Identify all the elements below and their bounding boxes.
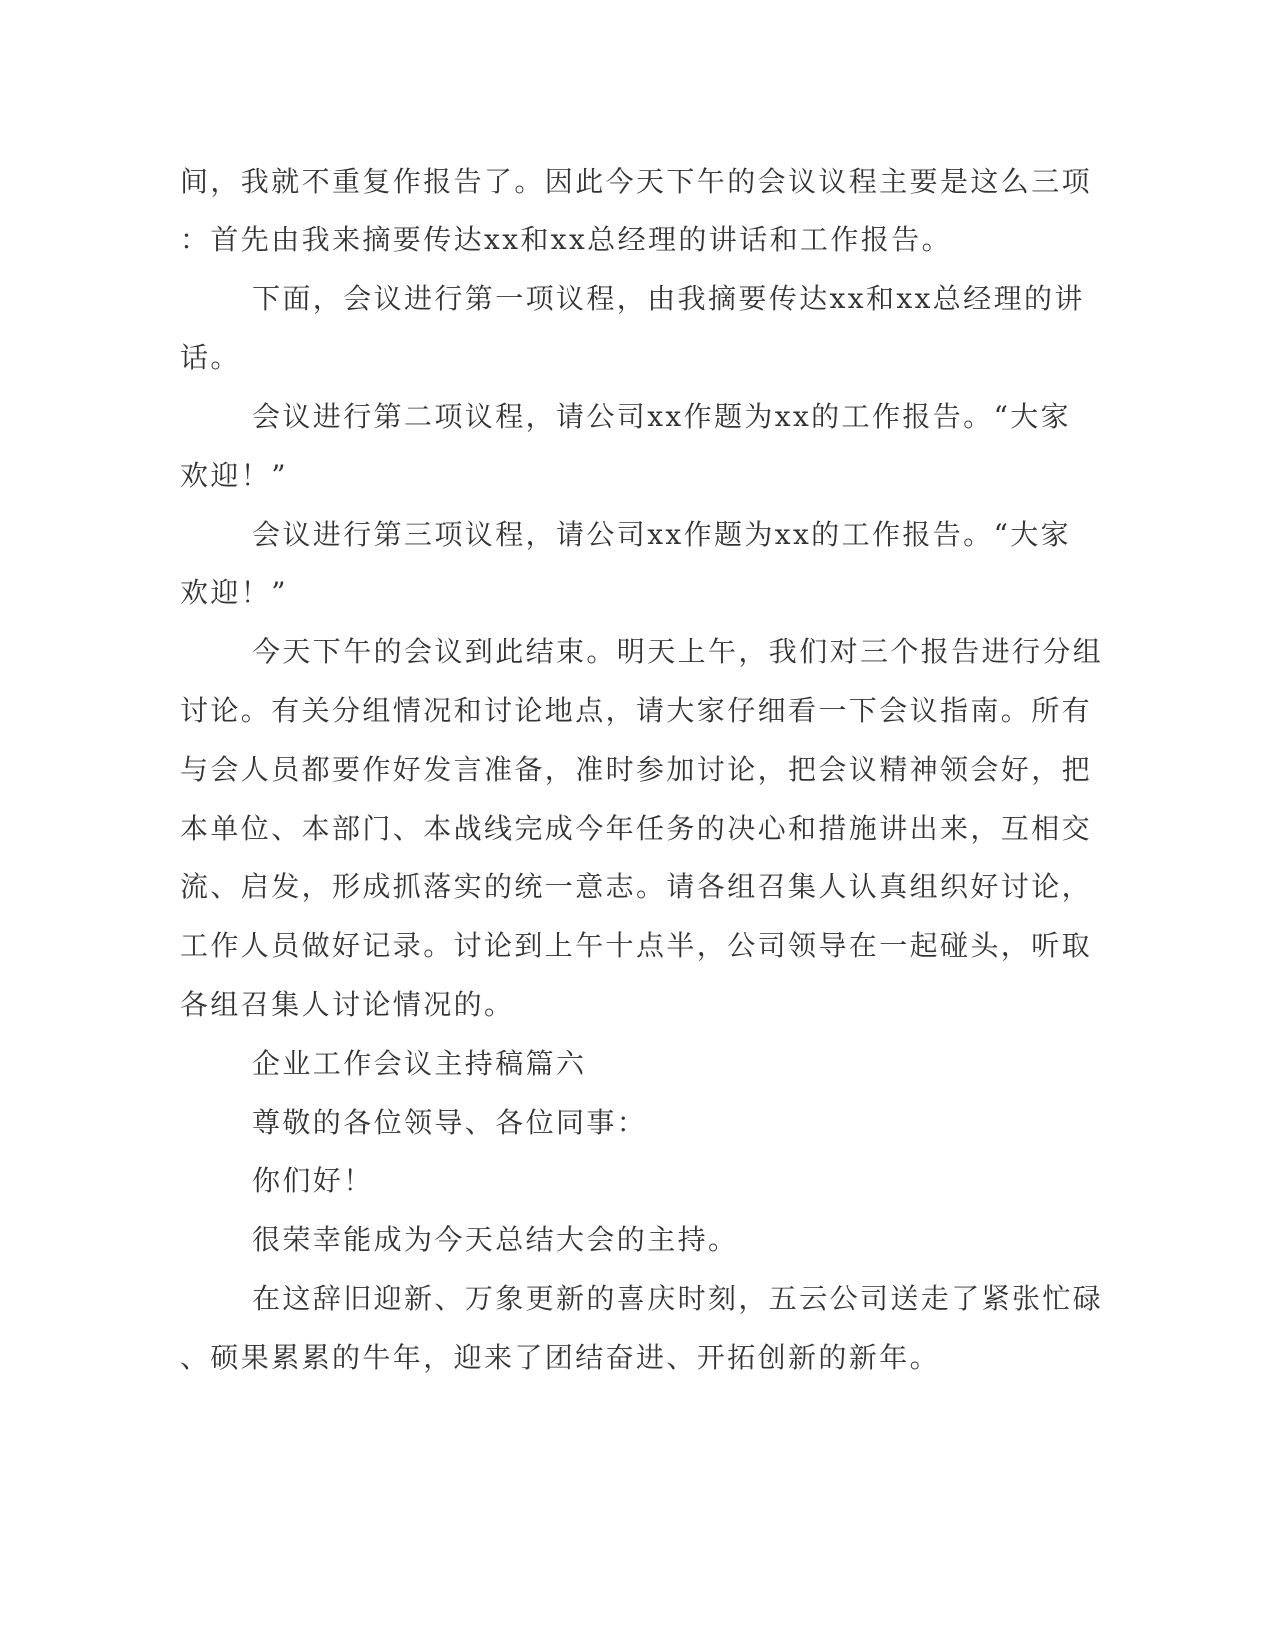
salutation-line: 尊敬的各位领导、各位同事： xyxy=(252,1106,648,1139)
text-line: 、硕果累累的牛年，迎来了团结奋进、开拓创新的新年。 xyxy=(180,1341,941,1374)
text-line: 间，我就不重复作报告了。因此今天下午的会议议程主要是这么三项 xyxy=(180,165,1093,198)
paragraph-start-line: 会议进行第三项议程，请公司xx作题为xx的工作报告。“大家 xyxy=(252,518,1072,551)
section-heading: 企业工作会议主持稿篇六 xyxy=(252,1047,587,1080)
text-line: 工作人员做好记录。讨论到上午十点半，公司领导在一起碰头，听取 xyxy=(180,929,1093,962)
text-line: 各组召集人讨论情况的。 xyxy=(180,988,515,1021)
text-line: 欢迎！” xyxy=(180,459,288,492)
text-line: ：首先由我来摘要传达xx和xx总经理的讲话和工作报告。 xyxy=(180,223,952,256)
paragraph-start-line: 下面，会议进行第一项议程，由我摘要传达xx和xx总经理的讲 xyxy=(252,282,1085,315)
text-line: 流、启发，形成抓落实的统一意志。请各组召集人认真组织好讨论， xyxy=(180,870,1093,903)
paragraph-start-line: 会议进行第二项议程，请公司xx作题为xx的工作报告。“大家 xyxy=(252,400,1072,433)
text-line: 本单位、本部门、本战线完成今年任务的决心和措施讲出来，互相交 xyxy=(180,812,1093,845)
text-line: 话。 xyxy=(180,341,241,374)
text-line: 欢迎！” xyxy=(180,576,288,609)
paragraph-start-line: 在这辞旧迎新、万象更新的喜庆时刻，五云公司送走了紧张忙碌 xyxy=(252,1282,1104,1315)
greeting-line: 你们好！ xyxy=(252,1164,374,1197)
paragraph-start-line: 很荣幸能成为今天总结大会的主持。 xyxy=(252,1223,739,1256)
paragraph-start-line: 今天下午的会议到此结束。明天上午，我们对三个报告进行分组 xyxy=(252,635,1104,668)
text-line: 讨论。有关分组情况和讨论地点，请大家仔细看一下会议指南。所有 xyxy=(180,694,1093,727)
text-line: 与会人员都要作好发言准备，准时参加讨论，把会议精神领会好，把 xyxy=(180,753,1093,786)
